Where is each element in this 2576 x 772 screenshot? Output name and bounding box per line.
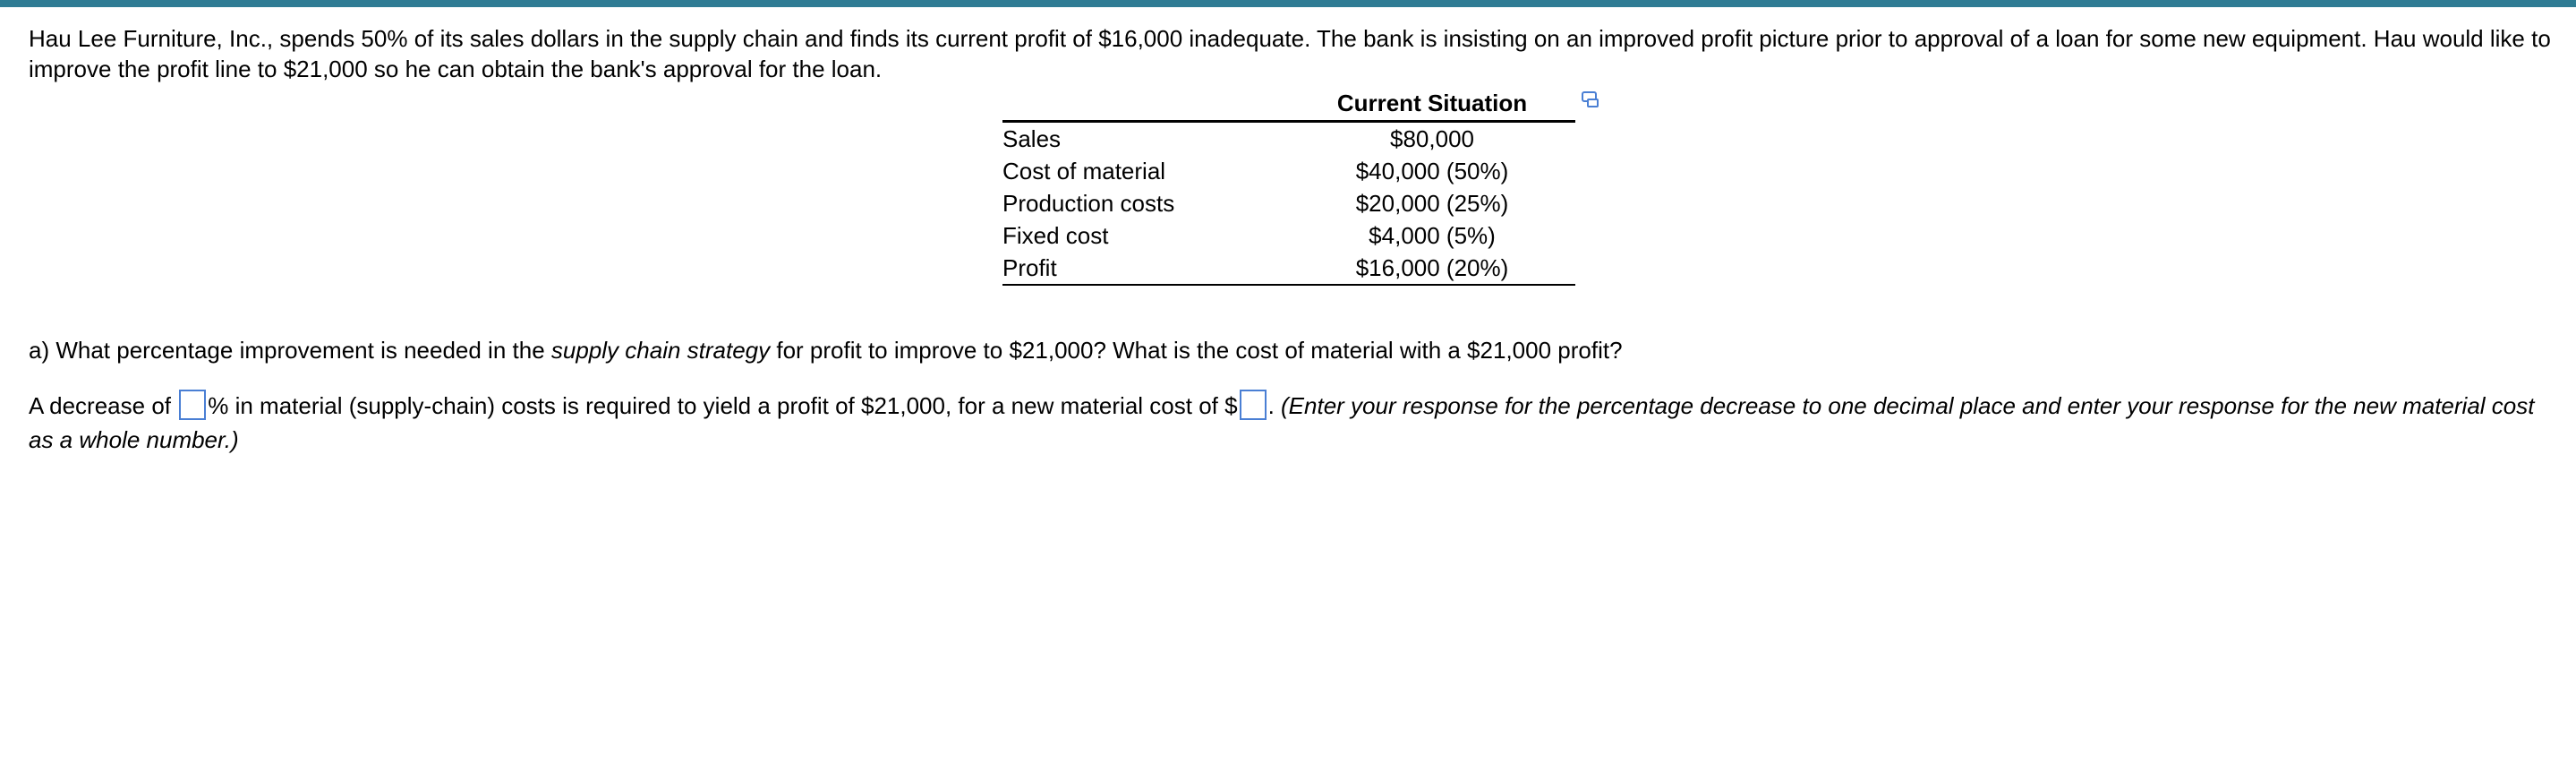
row-label: Sales (1002, 124, 1062, 152)
question-suffix: for profit to improve to $21,000? What is the cost of material with a $21,000 profit? (770, 337, 1623, 364)
copy-icon[interactable] (1581, 90, 1600, 109)
problem-intro: Hau Lee Furniture, Inc., spends 50% of its sales dollars in the supply chain and finds its current profit of $16,000 inadequate. The bank is insisting on an improved profit picture prior to approval of a loan for some new equipment. Hau would like to improve the profit line to $21,000 so he can obtain the bank's approval for the loan. (29, 25, 2551, 82)
question-emphasis: supply chain strategy (550, 337, 771, 364)
top-bar (0, 0, 2576, 7)
question-a (29, 337, 1623, 365)
answer-part1: A decrease of (29, 392, 178, 419)
answer-part3: . (1267, 392, 1282, 419)
row-value: $16,000 (20%) (1289, 252, 1575, 285)
current-situation-table (1002, 86, 1575, 286)
table-row (1002, 155, 1575, 187)
row-value: $20,000 (25%) (1355, 189, 1509, 217)
table-row (1002, 252, 1575, 285)
row-value: $40,000 (50%) (1355, 157, 1509, 184)
row-label: Production costs (1002, 189, 1175, 217)
table-row (1002, 219, 1575, 252)
answer-statement (29, 389, 2553, 457)
answer-part2: % in material (supply-chain) costs is required to yield a profit of $21,000, for a new material cost of $ (208, 392, 1238, 419)
material-cost-input[interactable] (1240, 390, 1267, 420)
row-value: $4,000 (5%) (1369, 221, 1496, 249)
percent-decrease-input[interactable] (179, 390, 206, 420)
table-row (1002, 122, 1575, 156)
table-row (1002, 187, 1575, 219)
table-header-blank (1002, 86, 1289, 122)
answer-instruction: (Enter your response for the percentage decrease to one decimal place and enter your response for the new material cost as a whole number.) (29, 392, 2535, 454)
problem-content (29, 23, 2553, 84)
question-prefix: a) What percentage improvement is needed in the (29, 337, 551, 364)
row-label: Cost of material (1002, 157, 1166, 184)
row-label: Profit (1002, 252, 1289, 285)
row-value: $80,000 (1390, 124, 1474, 152)
table-header-current-situation: Current Situation (1289, 86, 1575, 122)
row-label: Fixed cost (1002, 221, 1109, 249)
